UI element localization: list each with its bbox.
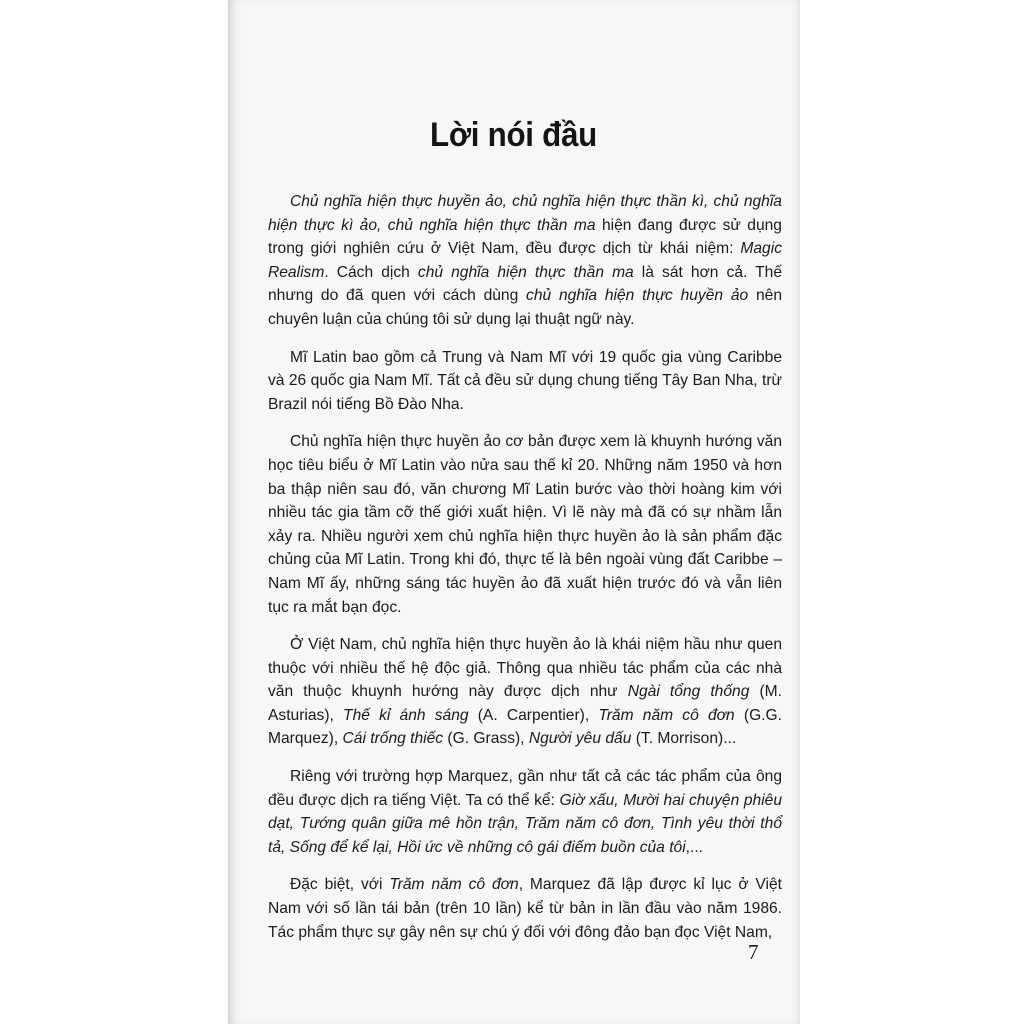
paragraph-5: Riêng với trường hợp Marquez, gần như tất cả các tác phẩm của ông đều được dịch ra tiếng Việt. Ta có thể kể: Giờ xấu, Mười hai chuyện phiêu dạt, Tướng quân giữa mê hồn trận, Trăm năm cô đơn, Tình yêu thời thổ tả, Sống để kể lại, Hồi ức về những cô gái điếm buồn của tôi,... [268, 768, 783, 856]
body-text [268, 190, 782, 958]
paragraph-6: Đặc biệt, với Trăm năm cô đơn, Marquez đã lập được kỉ lục ở Việt Nam với số lần tái bản (trên 10 lần) kể từ bản in lần đầu vào năm 1986. Tác phẩm thực sự gây nên sự chú ý đối với đông đảo bạn đọc Việt Nam, [268, 876, 782, 941]
page-number: 7 [748, 940, 759, 964]
paragraph-3: Chủ nghĩa hiện thực huyền ảo cơ bản được xem là khuynh hướng văn học tiêu biểu ở Mĩ Latin vào nửa sau thế kỉ 20. Những năm 1950 và hơn ba thập niên sau đó, văn chương Mĩ Latin bước vào thời hoàng kim với nhiều tác gia tầm cỡ thế giới xuất hiện. Vì lẽ này mà đã có sự nhầm lẫn xảy ra. Nhiều người xem chủ nghĩa hiện thực huyền ảo là sản phẩm đặc chủng của Mĩ Latin. Trong khi đó, thực tế là bên ngoài vùng đất Caribbe – Nam Mĩ ấy, những sáng tác huyền ảo đã xuất hiện trước đó và vẫn liên tục ra mắt bạn đọc. [268, 433, 782, 616]
page-title: Lời nói đầu [430, 116, 597, 154]
paragraph-2: Mĩ Latin bao gồm cả Trung và Nam Mĩ với 19 quốc gia vùng Caribbe và 26 quốc gia Nam Mĩ. Tất cả đều sử dụng chung tiếng Tây Ban Nha, trừ Brazil nói tiếng Bồ Đào Nha. [268, 348, 782, 413]
paragraph-1: Chủ nghĩa hiện thực huyền ảo, chủ nghĩa hiện thực thần kì, chủ nghĩa hiện thực kì ảo, chủ nghĩa hiện thực thần ma hiện đang được sử dụng trong giới nghiên cứu ở Việt Nam, đều được dịch từ khái niệm: Magic Realism. Cách dịch chủ nghĩa hiện thực thần ma là sát hơn cả. Thế nhưng do đã quen với cách dùng chủ nghĩa hiện thực huyền ảo nên chuyên luận của chúng tôi sử dụng lại thuật ngữ này. [268, 193, 782, 328]
paragraph-4: Ở Việt Nam, chủ nghĩa hiện thực huyền ảo là khái niệm hầu như quen thuộc với nhiều thế hệ độc giả. Thông qua nhiều tác phẩm của các nhà văn thuộc khuynh hướng này được dịch như Ngài tổng thống (M. Asturias), Thế kỉ ánh sáng (A. Carpentier), Trăm năm cô đơn (G.G. Marquez), Cái trống thiếc (G. Grass), Người yêu dấu (T. Morrison)... [268, 636, 783, 748]
